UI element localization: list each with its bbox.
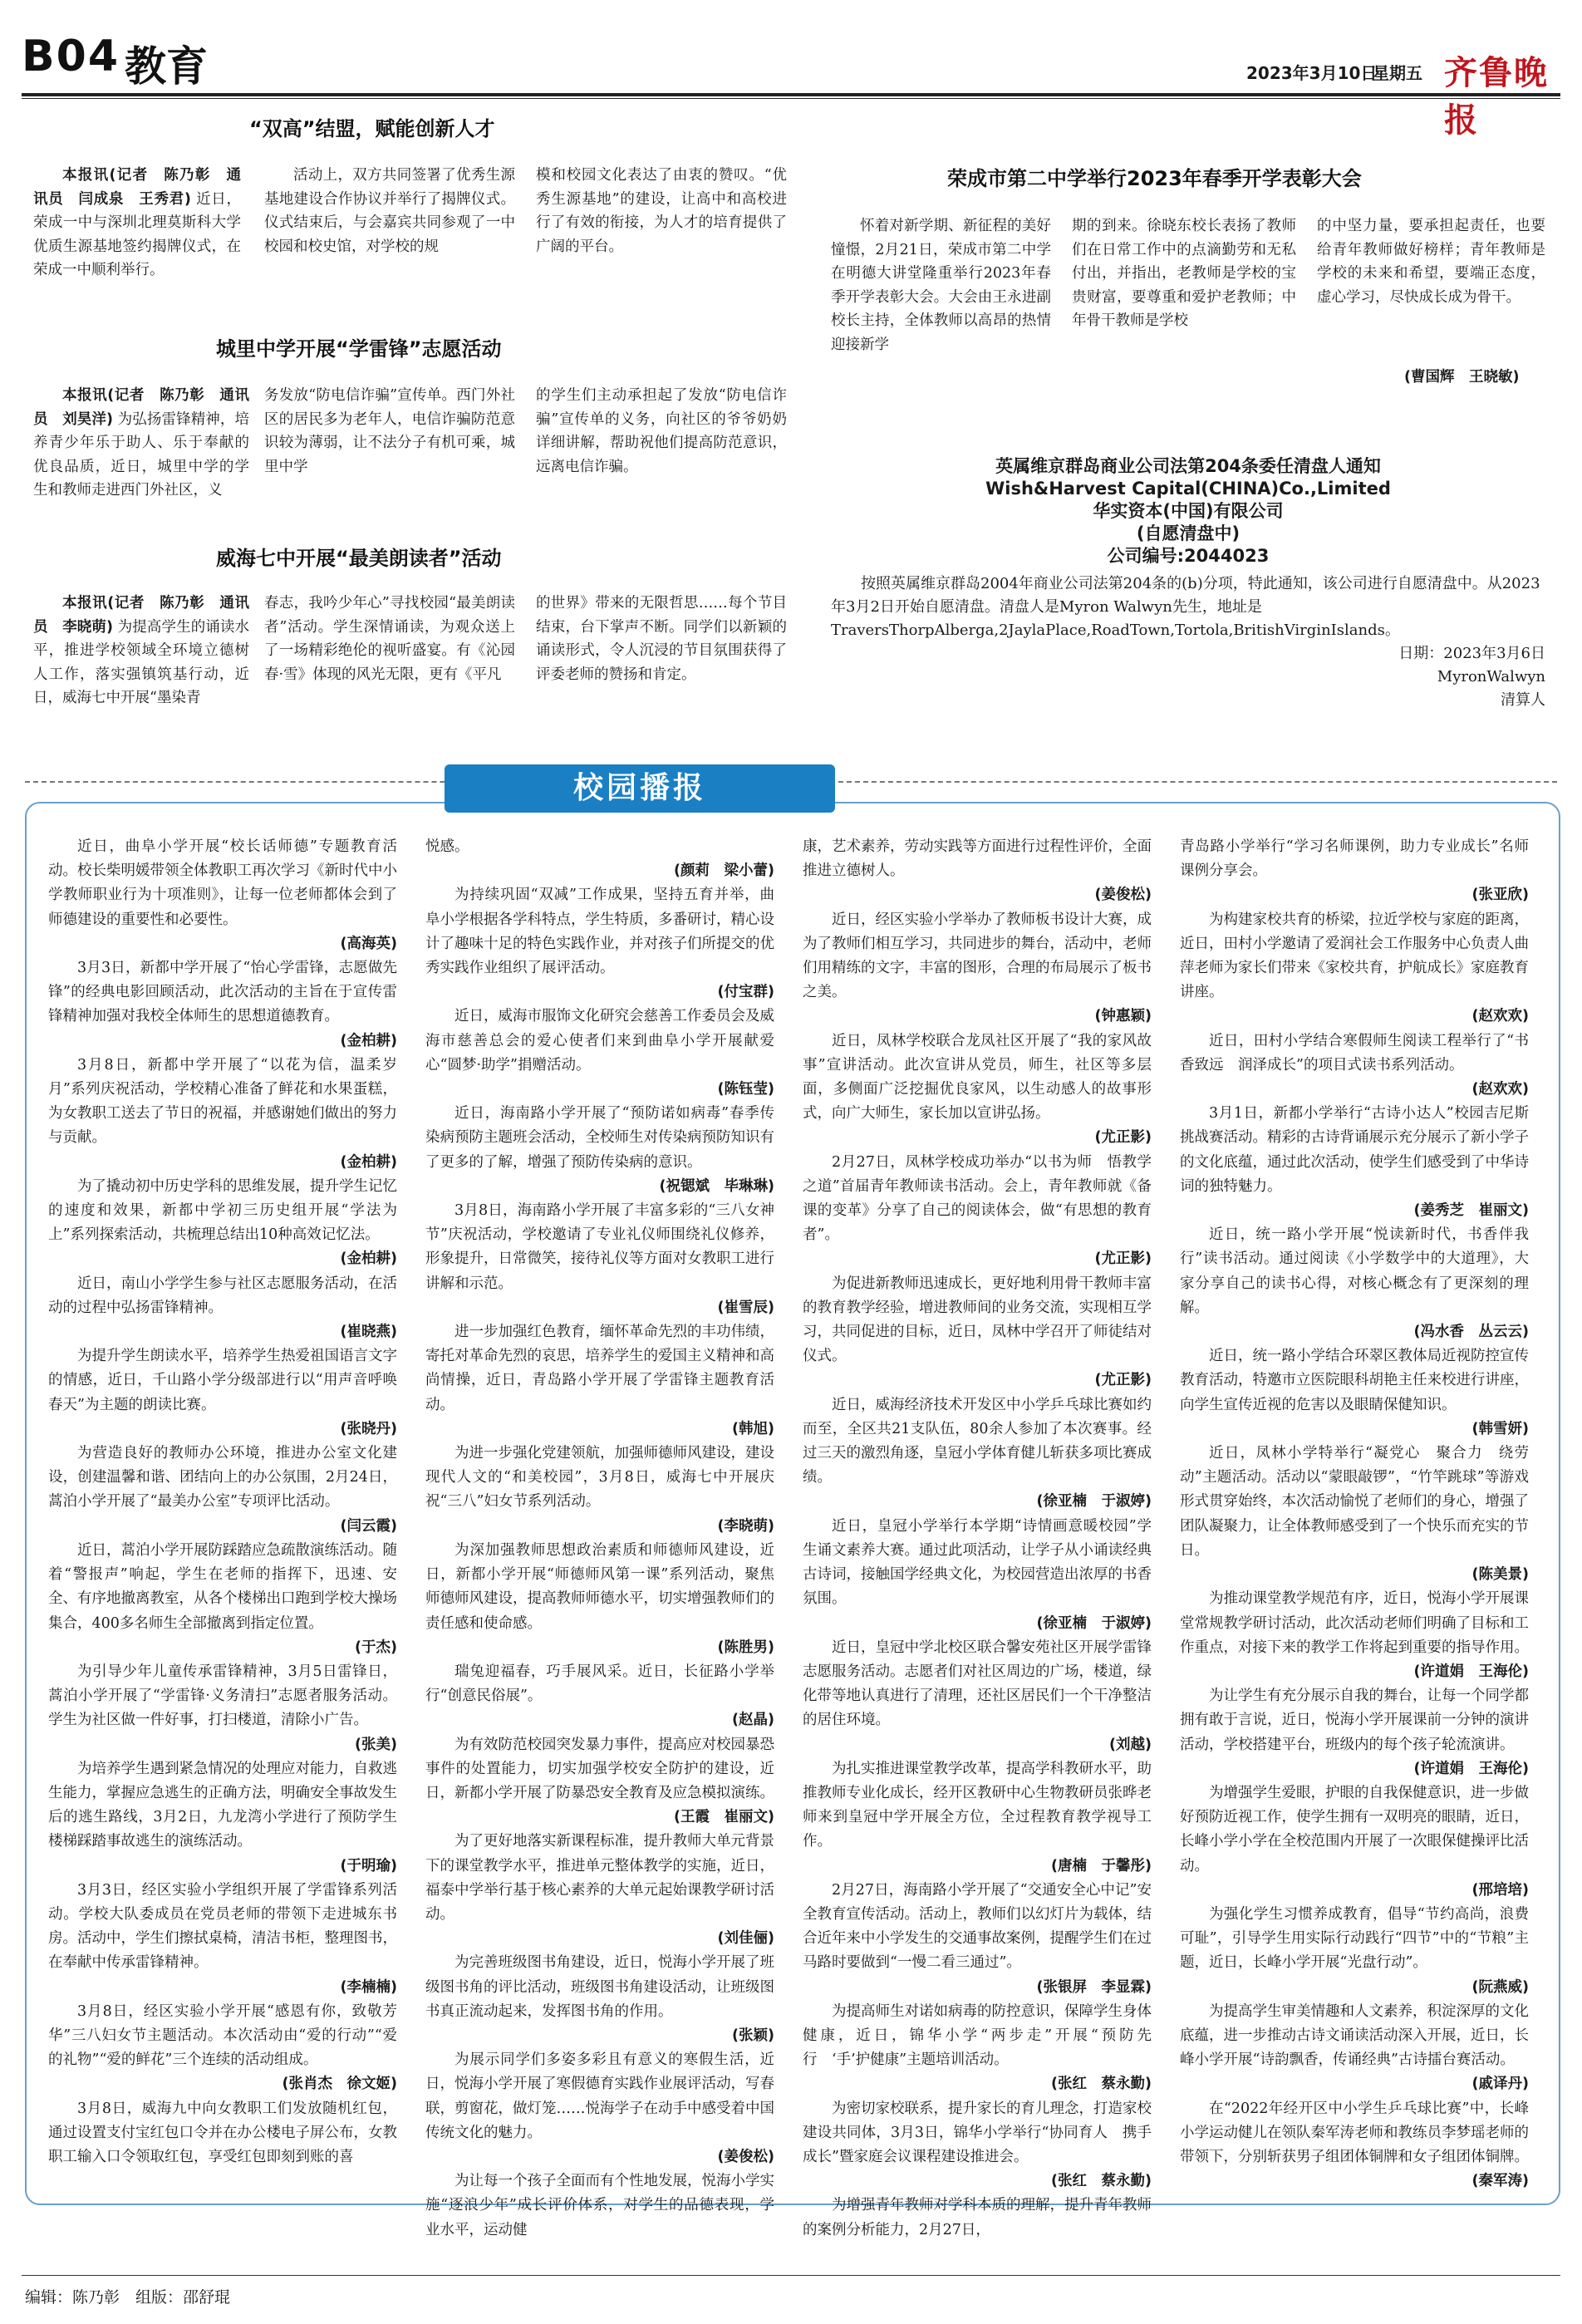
news-brief: 为引导少年儿童传承雷锋精神，3月5日雷锋日，蒿泊小学开展了“学雷锋·义务清扫”志愿者服务活动。学生为社区做一件好事，打扫楼道，清除小广告。 xyxy=(48,1663,397,1729)
news-brief: 3月8日，威海九中向女教职工们发放随机红包，通过设置支付宝红包口令并在办公楼电子屏公布，女教职工输入口令领取红包，享受红包即刻到账的喜 xyxy=(48,2100,397,2165)
news-brief-credit: (许道娟 王海伦) xyxy=(1413,1663,1529,1680)
news-brief: 为提高学生审美情趣和人文素养，积淀深厚的文化底蕴，进一步推动古诗文诵读活动深入开展，近日，长峰小学开展“诗韵飘香，传诵经典”古诗擂台赛活动。 xyxy=(1180,2002,1529,2069)
article2-col1 xyxy=(33,384,249,533)
news-brief: 在“2022年经开区中小学生乒乓球比赛”中，长峰小学运动健儿在领队秦军涛老师和教练员李梦瑶老师的带领下，分别斩获男子组团体铜牌和女子组团体铜牌。 xyxy=(1180,2100,1529,2165)
news-brief: 为扎实推进课堂教学改革，提高学科教研水平，助推教师专业化成长，经开区教研中心生物教研员张晔老师来到皇冠中学开展全方位，全过程教育教学视导工作。 xyxy=(803,1760,1152,1850)
news-brief-credit: (戚译丹) xyxy=(1471,2076,1529,2093)
notice-company-no: 公司编号:2044023 xyxy=(1107,546,1270,566)
liquidation-notice xyxy=(831,455,1545,748)
news-brief: 为营造良好的教师办公环境，推进办公室文化建设，创建温馨和谐、团结向上的办公氛围，2月24日，蒿泊小学开展了“最美办公室”专项评比活动。 xyxy=(48,1445,397,1511)
news-brief: 近日，南山小学学生参与社区志愿服务活动，在活动的过程中弘扬雷锋精神。 xyxy=(48,1275,397,1316)
news-brief: 近日，皇冠小学举行本学期“诗情画意暖校园”学生诵文素养大赛。通过此项活动，让学子从小诵读经典古诗词，接触国学经典文化，为校园营造出浓厚的书香氛围。 xyxy=(803,1517,1152,1608)
news-brief-credit: (尤正影) xyxy=(1094,1250,1152,1268)
broadcast-col-4 xyxy=(1180,835,1529,2198)
news-brief-credit: (姜俊松) xyxy=(1094,887,1152,904)
news-brief-credit: (许道娟 王海伦) xyxy=(1413,1760,1529,1777)
news-brief-credit: (张红 蔡永勤) xyxy=(1051,2173,1152,2190)
news-brief-credit: (闫云霞) xyxy=(340,1517,397,1535)
news-brief: 近日，曲阜小学开展“校长话师德”专题教育活动。校长柴明媛带领全体教职工再次学习《新时代中小学教师职业行为十项准则》，让每一位老师都体会到了师德建设的重要性和必要性。 xyxy=(48,838,397,928)
news-brief-credit: (金柏耕) xyxy=(340,1250,397,1268)
news-brief-credit: (秦军涛) xyxy=(1471,2173,1529,2190)
news-brief: 为密切家校联系，提升家长的育儿理念，打造家校建设共同体，3月3日，锦华小学举行“协同育人 携手成长”暨家庭会议课程建设推进会。 xyxy=(803,2100,1152,2165)
editor-credit: 编辑：陈乃彰 组版：邵舒琨 xyxy=(25,2288,231,2307)
article4-col2: 期的到来。徐晓东校长表扬了教师们在日常工作中的点滴勤劳和无私付出，并指出，老教师是学校的宝贵财富，要尊重和爱护老教师；中年骨干教师是学校 xyxy=(1072,218,1296,329)
news-brief: 为让每一个孩子全面而有个性地发展，悦海小学实施“逐浪少年”成长评价体系，对学生的品德表现，学业水平，运动健 xyxy=(425,2173,774,2238)
news-brief: 近日，田村小学结合寒假师生阅读工程举行了“书香致远 润泽成长”的项目式读书系列活动。 xyxy=(1180,1032,1529,1074)
notice-heading: 英属维京群岛商业公司法第204条委任清盘人通知 xyxy=(995,456,1381,476)
news-brief-credit: (崔晓燕) xyxy=(340,1324,397,1341)
article3-credit: 本报讯(记者 陈乃彰 通讯员 李晓萌) xyxy=(33,595,249,636)
article1-col3: 模和校园文化表达了由衷的赞叹。“优秀生源基地”的建设，让高中和高校进行了有效的衔接，为人才的培育提供了广阔的平台。 xyxy=(536,167,787,255)
article4-col1: 怀着对新学期、新征程的美好憧憬，2月21日，荣成市第二中学在明德大讲堂隆重举行2023年春季开学表彰大会。大会由王永进副校长主持，全体教师以高昂的热情迎接新学 xyxy=(831,218,1051,353)
news-brief: 为让学生有充分展示自我的舞台，让每一个同学都拥有敢于言说，近日，悦海小学开展课前一分钟的演讲活动，学校搭建平台，班级内的每个孩子轮流演讲。 xyxy=(1180,1688,1529,1753)
page-number: B04 xyxy=(22,32,120,81)
article3-col1 xyxy=(33,592,249,741)
issue-weekday: 星期五 xyxy=(1373,63,1422,83)
article4-col3: 的中坚力量，要承担起责任，也要给青年教师做好榜样；青年教师是学校的未来和希望，要端正态度，虚心学习，尽快成长成为骨干。 xyxy=(1317,218,1545,306)
news-brief: 为增强青年教师对学科本质的理解，提升青年教师的案例分析能力，2月27日， xyxy=(803,2197,1152,2238)
news-brief-credit: (陈胜男) xyxy=(717,1639,774,1656)
news-brief-credit: (于杰) xyxy=(355,1639,397,1656)
news-brief-credit: (徐亚楠 于淑婷) xyxy=(1036,1614,1152,1632)
article3-col3: 的世界》带来的无限哲思……每个节目结束，台下掌声不断。同学们以新颖的诵读形式，令人沉浸的节目氛围获得了评委老师的赞扬和肯定。 xyxy=(536,595,787,683)
news-brief-credit: (李晓萌) xyxy=(717,1517,774,1535)
news-brief-credit: (邢培培) xyxy=(1471,1881,1529,1899)
article1-text1: 近日，荣成一中与深圳北理莫斯科大学优质生源基地签约揭牌仪式，在荣成一中顺利举行。 xyxy=(33,190,241,278)
news-brief-credit: (钟惠颖) xyxy=(1094,1008,1152,1025)
notice-status: (自愿清盘中) xyxy=(1136,523,1241,543)
news-brief-credit: (颜莉 梁小蕾) xyxy=(674,862,774,880)
article2-col2: 务发放“防电信诈骗”宣传单。西门外社区的居民多为老年人，电信诈骗防范意识较为薄弱，让不法分子有机可乘，城里中学 xyxy=(264,387,515,475)
article1-title: “双高”结盟，赋能创新人才 xyxy=(249,117,495,140)
news-brief-credit: (张颖) xyxy=(732,2027,774,2044)
news-brief: 3月8日，新都中学开展了“以花为信，温柔岁月”系列庆祝活动，学校精心准备了鲜花和水果蛋糕，为女教职工送去了节日的祝福，并感谢她们做出的努力与贡献。 xyxy=(48,1056,397,1147)
news-brief: 康，艺术素养，劳动实践等方面进行过程性评价，全面推进立德树人。 xyxy=(803,838,1152,880)
broadcast-banner: 校园播报 xyxy=(445,764,835,813)
news-brief: 3月8日，经区实验小学开展“感恩有你，致敬芳华”三八妇女节主题活动。本次活动由“爱的行动”“爱的礼物”“爱的鲜花”三个连续的活动组成。 xyxy=(48,2002,397,2069)
news-brief-credit: (张银屏 李显霖) xyxy=(1036,1978,1152,1996)
news-brief-credit: (陈钰莹) xyxy=(717,1081,774,1098)
news-brief: 近日，凤林学校联合龙凤社区开展了“我的家风故事”宣讲活动。此次宣讲从党员，师生，社区等多层面，多侧面广泛挖掘优良家风，以生动感人的故事形式，向广大师生，家长加以宣讲弘扬。 xyxy=(803,1032,1152,1123)
news-brief-credit: (崔雪辰) xyxy=(717,1299,774,1316)
newspaper-logo: 齐鲁晚报 xyxy=(1444,53,1549,140)
news-brief: 为促进新教师迅速成长，更好地利用骨干教师丰富的教育教学经验，增进教师间的业务交流，实现相互学习，共同促进的目标，近日，凤林中学召开了师徒结对仪式。 xyxy=(803,1275,1152,1365)
news-brief-credit: (韩旭) xyxy=(732,1420,774,1437)
notice-body: 按照英属维京群岛2004年商业公司法第204条的(b)分项，特此通知，该公司进行自愿清盘中。从2023年3月2日开始自愿清盘。清盘人是Myron Walwyn先生，地址是TraversThorpAlberga,2JaylaPlace,RoadTown,Tortola,BritishVirginIslands。 xyxy=(831,575,1540,639)
news-brief: 为提高师生对诺如病毒的防控意识，保障学生身体健康，近日，锦华小学“两步走”开展“预防先行 ‘手’护健康”主题培训活动。 xyxy=(803,2002,1152,2069)
news-brief: 为了更好地落实新课程标准，提升教师大单元背景下的课堂教学水平，推进单元整体教学的实施，近日，福泰中学举行基于核心素养的大单元起始课教学研讨活动。 xyxy=(425,1833,774,1923)
news-brief: 3月3日，新都中学开展了“怡心学雷锋，志愿做先锋”的经典电影回顾活动，此次活动的主旨在于宣传雷锋精神加强对我校全体师生的思想道德教育。 xyxy=(48,960,397,1025)
article1-col1 xyxy=(33,164,241,330)
news-brief: 为深加强教师思想政治素质和师德师风建设，近日，新都小学开展“师德师风第一课”系列活动，聚焦师德师风建设，提高教师师德水平，切实增强教师们的责任感和使命感。 xyxy=(425,1541,774,1632)
news-brief: 为强化学生习惯养成教育，倡导“节约高尚，浪费可耻”，引导学生用实际行动践行“四节”中的“节粮”主题，近日，长峰小学开展“光盘行动”。 xyxy=(1180,1905,1529,1972)
news-brief-credit: (高海英) xyxy=(340,935,397,952)
issue-date: 2023年3月10日 xyxy=(1246,63,1378,83)
news-brief-credit: (陈美景) xyxy=(1471,1566,1529,1584)
news-brief: 为培养学生遇到紧急情况的处理应对能力，自救逃生能力，掌握应急逃生的正确方法，明确安全事故发生后的逃生路线，3月2日，九龙湾小学进行了预防学生楼梯踩踏事故逃生的演练活动。 xyxy=(48,1760,397,1850)
news-brief-credit: (金柏耕) xyxy=(340,1153,397,1171)
news-brief: 2月27日，凤林学校成功举办“以书为师 悟教学之道”首届青年教师读书活动。会上，青年教师就《备课的变革》分享了自己的阅读体会，做“有思想的教育者”。 xyxy=(803,1153,1152,1244)
article2-col3: 的学生们主动承担起了发放“防电信诈骗”宣传单的义务，向社区的爷爷奶奶详细讲解，帮助祝他们提高防范意识，远离电信诈骗。 xyxy=(536,387,787,475)
article3-title: 威海七中开展“最美朗读者”活动 xyxy=(216,547,502,570)
news-brief: 近日，威海市服饰文化研究会慈善工作委员会及威海市慈善总会的爱心使者们来到曲阜小学开展献爱心“圆梦·助学”捐赠活动。 xyxy=(425,1008,774,1074)
section-title: 教育 xyxy=(125,42,208,91)
news-brief: 为进一步强化党建领航，加强师德师风建设，建设现代人文的“和美校园”，3月8日，威海七中开展庆祝“三八”妇女节系列活动。 xyxy=(425,1445,774,1511)
news-brief-credit: (张肖杰 徐文姬) xyxy=(282,2076,397,2093)
news-brief: 3月8日，海南路小学开展了丰富多彩的“三八女神节”庆祝活动，学校邀请了专业礼仪师围绕礼仪修养，形象提升，日常微笑，接待礼仪等方面对女教职工进行讲解和示范。 xyxy=(425,1202,774,1292)
news-brief: 瑞兔迎福春，巧手展风采。近日，长征路小学举行“创意民俗展”。 xyxy=(425,1663,774,1705)
news-brief: 为增强学生爱眼，护眼的自我保健意识，进一步做好预防近视工作，使学生拥有一双明亮的眼睛，近日，长峰小学小学在全校范围内开展了一次眼保健操评比活动。 xyxy=(1180,1784,1529,1874)
news-brief-credit: (张亚欣) xyxy=(1471,887,1529,904)
news-brief-credit: (姜俊松) xyxy=(717,2148,774,2165)
news-brief: 为推动课堂教学规范有序，近日，悦海小学开展课堂常规教学研讨活动，此次活动老师们明确了目标和工作重点，对接下来的教学工作将起到重要的指导作用。 xyxy=(1180,1590,1529,1656)
news-brief-credit: (王霞 崔丽文) xyxy=(674,1809,774,1826)
news-brief: 近日，经区实验小学举办了教师板书设计大赛，成为了教师们相互学习，共同进步的舞台，活动中，老师们用精练的文字，丰富的图形，合理的布局展示了板书之美。 xyxy=(803,911,1152,1001)
news-brief: 3月1日，新都小学举行“古诗小达人”校园吉尼斯挑战赛活动。精彩的古诗背诵展示充分展示了新小学子的文化底蕴，通过此次活动，使学生们感受到了中华诗词的独特魅力。 xyxy=(1180,1105,1529,1195)
article1-col2: 活动上，双方共同签署了优秀生源基地建设合作协议并举行了揭牌仪式。仪式结束后，与会嘉宾共同参观了一中校园和校史馆，对学校的规 xyxy=(264,167,515,255)
broadcast-col-1 xyxy=(48,835,397,2198)
news-brief: 近日，蒿泊小学开展防踩踏应急疏散演练活动。随着“警报声”响起，学生在老师的指挥下，迅速、安全、有序地撤离教室，从各个楼梯出口跑到学校大操场集合，400多名师生全部撤离到指定位置。 xyxy=(48,1541,397,1632)
news-brief-credit: (张美) xyxy=(355,1736,397,1753)
news-brief: 近日，凤林小学特举行“凝党心 聚合力 绕劳动”主题活动。活动以“蒙眼敲锣”，“竹竿跳球”等游戏形式贯穿始终，本次活动愉悦了老师们的身心，增强了团队凝聚力，让全体教师感受到了一个快乐而充实的节日。 xyxy=(1180,1445,1529,1559)
article3-col2: 春志，我吟少年心”寻找校园“最美朗读者”活动。学生深情诵读，为观众送上了一场精彩绝伦的视听盛宴。有《沁园春·雪》体现的风光无限，更有《平凡 xyxy=(264,595,515,683)
news-brief-credit: (冯水香 丛云云) xyxy=(1413,1324,1529,1341)
news-brief: 近日，皇冠中学北校区联合馨安苑社区开展学雷锋志愿服务活动。志愿者们对社区周边的广场，楼道，绿化带等地认真进行了清理，还社区居民们一个干净整洁的居住环境。 xyxy=(803,1639,1152,1729)
news-brief: 近日，统一路小学开展“悦读新时代，书香伴我行”读书活动。通过阅读《小学数学中的大道理》，大家分享自己的读书心得，对核心概念有了更深刻的理解。 xyxy=(1180,1226,1529,1316)
news-brief-credit: (金柏耕) xyxy=(340,1032,397,1049)
news-brief: 为展示同学们多姿多彩且有意义的寒假生活，近日，悦海小学开展了寒假德育实践作业展评活动，写春联，剪窗花，做灯笼……悦海学子在动手中感受着中国传统文化的魅力。 xyxy=(425,2051,774,2141)
news-brief-credit: (徐亚楠 于淑婷) xyxy=(1036,1493,1152,1511)
news-brief: 近日，威海经济技术开发区中小学乒乓球比赛如约而至，全区共21支队伍，80余人参加了本次赛事。经过三天的激烈角逐，皇冠小学体育健儿斩获多项比赛成绩。 xyxy=(803,1396,1152,1486)
news-brief: 为了撬动初中历史学科的思维发展，提升学生记忆的速度和效果，新都中学初三历史组开展“学法为上”系列探索活动，共梳理总结出10种高效记忆法。 xyxy=(48,1177,397,1244)
news-brief-credit: (赵晶) xyxy=(732,1712,774,1729)
footer-rule xyxy=(22,2275,1560,2276)
article2-title: 城里中学开展“学雷锋”志愿活动 xyxy=(216,337,502,361)
article4-title: 荣成市第二中学举行2023年春季开学表彰大会 xyxy=(947,167,1362,190)
notice-company-cn: 华实资本(中国)有限公司 xyxy=(1093,501,1284,521)
news-brief: 为有效防范校园突发暴力事件，提高应对校园暴恐事件的处置能力，切实加强学校安全防护的建设，近日，新都小学开展了防暴恐安全教育及应急模拟演练。 xyxy=(425,1736,774,1801)
news-brief: 悦感。 xyxy=(425,838,469,855)
news-brief: 为提升学生朗读水平，培养学生热爱祖国语言文字的情感，近日，千山路小学分级部进行以“用声音呼唤春天”为主题的朗读比赛。 xyxy=(48,1348,397,1413)
news-brief-credit: (赵欢欢) xyxy=(1471,1008,1529,1025)
news-brief: 为构建家校共育的桥梁，拉近学校与家庭的距离，近日，田村小学邀请了爱润社会工作服务中心负责人曲萍老师为家长们带来《家校共育，护航成长》家庭教育讲座。 xyxy=(1180,911,1529,1001)
news-brief-credit: (李楠楠) xyxy=(340,1978,397,1996)
news-brief: 3月3日，经区实验小学组织开展了学雷锋系列活动。学校大队委成员在党员老师的带领下走进城东书房。活动中，学生们擦拭桌椅，清洁书柜，整理图书，在奉献中传承雷锋精神。 xyxy=(48,1881,397,1972)
notice-date: 日期：2023年3月6日 xyxy=(1398,645,1545,662)
article3-text1: 为提高学生的诵读水平，推进学校领域全环境立德树人工作，落实强镇筑基行动，近日，威海七中开展“墨染青 xyxy=(33,618,249,706)
header-rule-thin xyxy=(22,98,1560,99)
news-brief: 2月27日，海南路小学开展了“交通安全心中记”安全教育宣传活动。活动上，教师们以幻灯片为载体，结合近年来中小学发生的交通事故案例，提醒学生们在过马路时要做到“一慢二看三通过”。 xyxy=(803,1881,1152,1972)
notice-signer: MyronWalwyn xyxy=(1437,668,1545,685)
news-brief: 为完善班级图书角建设，近日，悦海小学开展了班级图书角的评比活动，班级图书角建设活动，让班级图书真正流动起来，发挥图书角的作用。 xyxy=(425,1954,774,2020)
news-brief-credit: (韩雪妍) xyxy=(1471,1420,1529,1437)
news-brief-credit: (唐楠 于馨彤) xyxy=(1051,1857,1152,1874)
news-brief: 近日，海南路小学开展了“预防诺如病毒”春季传染病预防主题班会活动，全校师生对传染病预防知识有了更多的了解，增强了预防传染病的意识。 xyxy=(425,1105,774,1171)
notice-role: 清算人 xyxy=(1501,691,1545,709)
news-brief-credit: (于明瑜) xyxy=(340,1857,397,1874)
news-brief-credit: (刘佳俪) xyxy=(717,1930,774,1948)
news-brief-credit: (阮燕威) xyxy=(1471,1978,1529,1996)
broadcast-col-2 xyxy=(425,835,774,2238)
news-brief: 近日，统一路小学结合环翠区教体局近视防控宣传教育活动，特邀市立医院眼科胡艳主任来校进行讲座，向学生宣传近视的危害以及眼睛保健知识。 xyxy=(1180,1348,1529,1413)
news-brief-credit: (姜秀芝 崔丽文) xyxy=(1413,1202,1529,1220)
news-brief-credit: (张晓丹) xyxy=(340,1420,397,1437)
news-brief-credit: (张红 蔡永勤) xyxy=(1051,2076,1152,2093)
news-brief-credit: (尤正影) xyxy=(1094,1129,1152,1147)
article2-text1: 为弘扬雷锋精神，培养青少年乐于助人、乐于奉献的优良品质，近日，城里中学的学生和教师走进西门外社区，义 xyxy=(33,410,249,499)
article4-credit: (曹国辉 王晓敏) xyxy=(1404,369,1520,386)
news-brief: 为持续巩固“双减”工作成果，坚持五育并举，曲阜小学根据各学科特点，学生特质，多番研讨，精心设计了趣味十足的特色实践作业，并对孩子们所提交的优秀实践作业组织了展评活动。 xyxy=(425,887,774,977)
news-brief-credit: (付宝群) xyxy=(717,984,774,1001)
article2-credit: 本报讯(记者 陈乃彰 通讯员 刘昊洋) xyxy=(33,387,249,428)
news-brief-credit: (尤正影) xyxy=(1094,1372,1152,1389)
article1-credit: 本报讯(记者 陈乃彰 通讯员 闫成泉 王秀君) xyxy=(33,167,241,208)
news-brief-credit: (赵欢欢) xyxy=(1471,1081,1529,1098)
notice-company-en: Wish&Harvest Capital(CHINA)Co.,Limited xyxy=(985,479,1391,499)
news-brief-credit: (刘越) xyxy=(1109,1736,1152,1753)
header-rule xyxy=(22,93,1560,96)
news-brief: 进一步加强红色教育，缅怀革命先烈的丰功伟绩，寄托对革命先烈的哀思，培养学生的爱国主义精神和高尚情操，近日，青岛路小学开展了学雷锋主题教育活动。 xyxy=(425,1324,774,1413)
news-brief: 青岛路小学举行“学习名师课例，助力专业成长”名师课例分享会。 xyxy=(1180,838,1529,880)
news-brief-credit: (祝锶斌 毕琳琳) xyxy=(659,1177,774,1195)
broadcast-col-3 xyxy=(803,835,1152,2238)
